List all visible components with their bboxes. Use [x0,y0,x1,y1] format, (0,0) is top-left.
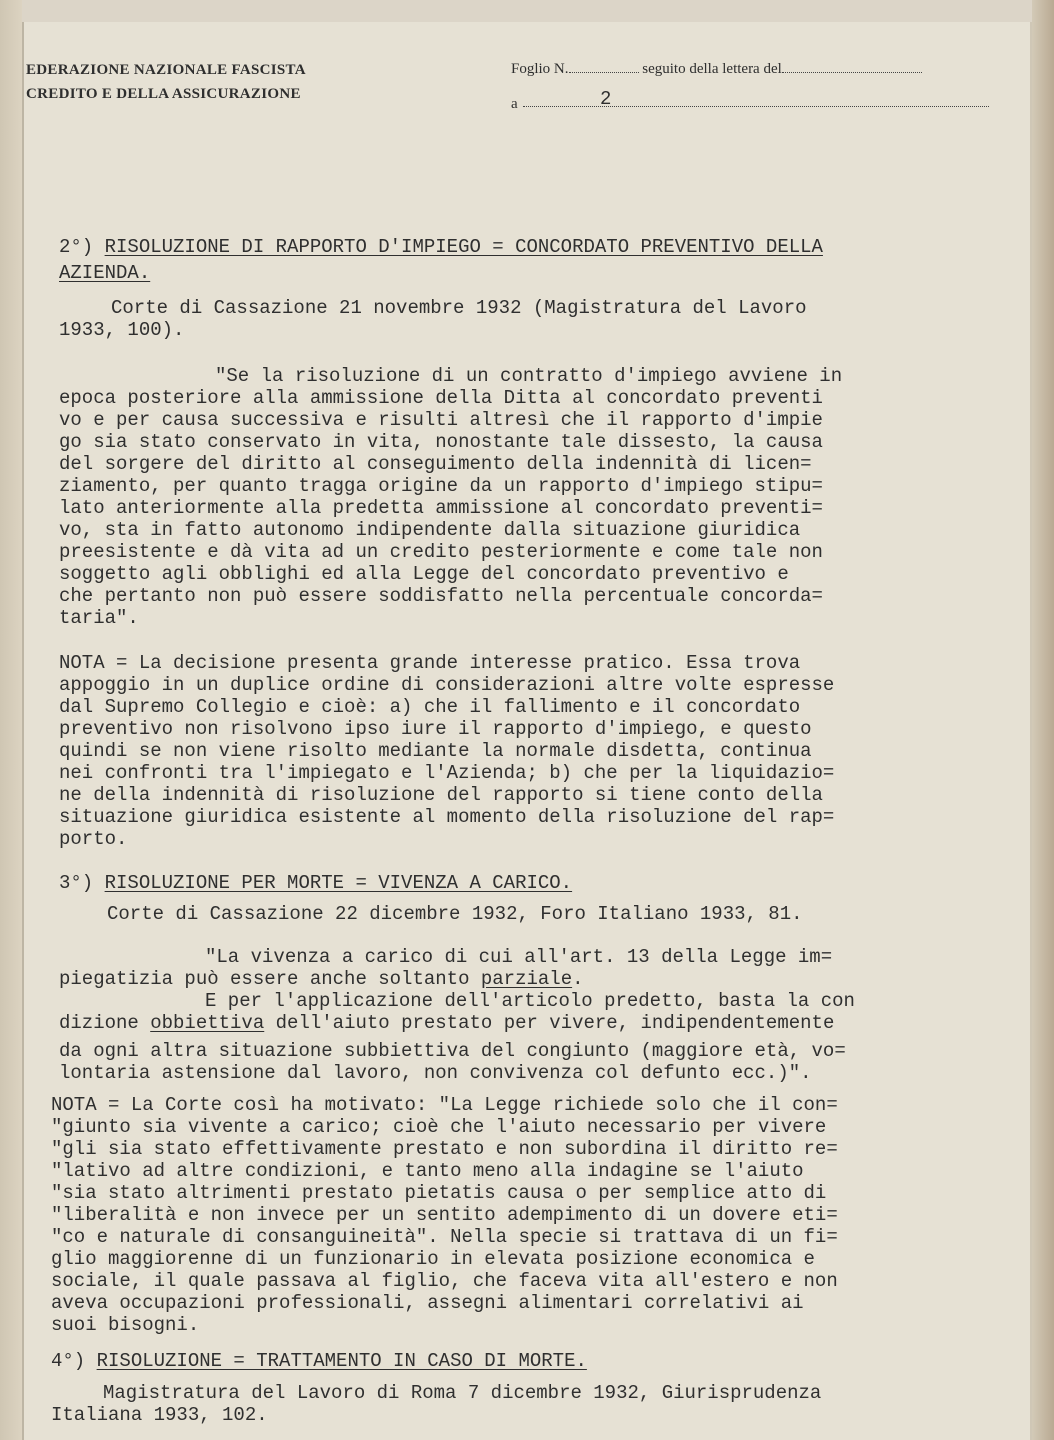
letterhead-line-1: EDERAZIONE NAZIONALE FASCISTA [26,62,306,78]
quote-text: dizione [59,1012,151,1034]
section-3-nota-line: "co e naturale di consanguineità". Nella specie si trattava di un fi= [51,1226,838,1248]
section-3-nota-line: sociale, il quale passava al figlio, che faceva vita all'estero e non [51,1270,838,1292]
section-2-nota-line: appoggio in un duplice ordine di considerazioni altre volte espresse [59,674,835,696]
section-3-quote-line: "La vivenza a carico di cui all'art. 13 della Legge im= [205,946,833,968]
quote-text: dell'aiuto prestato per vivere, indipendentemente [264,1012,835,1034]
section-3-quote-line [59,968,584,990]
section-2-nota-line: NOTA = La decisione presenta grande interesse pratico. Essa trova [59,652,801,674]
section-3-nota-line: "lativo ad altre condizioni, e tanto meno alla indagine se l'aiuto [51,1160,804,1182]
section-3-nota-line: "giunto sia vivente a carico; cioè che l'aiuto necessario per vivere [51,1116,827,1138]
section-3-nota-line: glio maggiorenne di un funzionario in elevata posizione economica e [51,1248,815,1270]
section-2-citation-line-1: Corte di Cassazione 21 novembre 1932 (Magistratura del Lavoro [111,297,807,319]
seguito-blank [782,60,922,73]
section-2-nota-line: nei confronti tra l'impiegato e l'Azienda; b) che per la liquidazio= [59,762,835,784]
section-3-nota-line: aveva occupazioni professionali, assegni alimentari correlativi ai [51,1292,804,1314]
section-2-quote-line: go sia stato conservato in vita, nonostante tale dissesto, la causa [59,431,823,453]
section-3-nota-line: NOTA = La Corte così ha motivato: "La Legge richiede solo che il con= [51,1094,838,1116]
underlined-word-obbiettiva: obbiettiva [150,1012,265,1034]
section-2-nota-line: ne della indennità di risoluzione del rapporto si tiene conto della [59,784,823,806]
page-number: 2 [600,88,612,110]
section-2-nota-line: quindi se non viene risolto mediante la normale disdetta, continua [59,740,812,762]
section-2-quote-line: epoca posteriore alla ammissione della Ditta al concordato preventi [59,387,823,409]
letterhead-line-2: CREDITO E DELLA ASSICURAZIONE [26,86,301,102]
section-2-title-line-2: AZIENDA. [59,262,151,284]
section-4-citation-line-2: Italiana 1933, 102. [51,1404,268,1426]
section-2-quote-line: del sorgere del diritto al conseguimento della indennità di licen= [59,453,812,475]
underlined-word-parziale: parziale [480,968,573,990]
section-3-quote-line [59,1012,834,1034]
section-2-quote-line: "Se la risoluzione di un contratto d'impiego avviene in [215,365,843,387]
section-2-title-line-1: RISOLUZIONE DI RAPPORTO D'IMPIEGO = CONCORDATO PREVENTIVO DELLA [104,236,823,258]
quote-text: predetto, basta la con [592,990,855,1012]
seguito-label: seguito della lettera del [642,61,782,77]
section-2-quote-line: vo, sta in fatto autonomo indipendente dalla situazione giuridica [59,519,801,541]
addressee-field [511,88,989,116]
section-2-nota-line: porto. [59,828,128,850]
section-2-title-line-2-row [59,262,150,284]
letterhead [26,58,306,106]
quote-text: E per l'applicazione dell' [205,990,502,1012]
section-2-quote-line: che pertanto non può essere soddisfatto nella percentuale concorda= [59,585,823,607]
addressee-blank [523,106,989,107]
section-4-title: RISOLUZIONE = TRATTAMENTO IN CASO DI MORTE. [96,1350,587,1372]
section-4-heading [51,1350,587,1372]
section-3-nota-line: "liberalità e non invece per un sentito adempimento di un dovere eti= [51,1204,838,1226]
section-2-heading [59,236,823,258]
section-4-number: 4°) [51,1350,97,1372]
foglio-blank [569,60,639,73]
page-edge-left [0,0,22,1440]
section-2-quote-line: taria". [59,607,139,629]
section-2-nota-line: preventivo non risolvono ipso iure il rapporto d'impiego, e questo [59,718,812,740]
foglio-label: Foglio N. [511,61,569,77]
addressee-label: a [511,96,518,112]
section-2-quote-line: vo e per causa successiva e risulti altresì che il rapporto d'impie [59,409,823,431]
section-2-quote-line: soggetto agli obblighi ed alla Legge del concordato preventivo e [59,563,789,585]
section-3-number: 3°) [59,872,105,894]
section-3-title: RISOLUZIONE PER MORTE = VIVENZA A CARICO. [104,872,573,894]
section-4-citation-line-1: Magistratura del Lavoro di Roma 7 dicembre 1932, Giurisprudenza [103,1382,822,1404]
section-3-nota-line: "sia stato altrimenti prestato pietatis causa o per semplice atto di [51,1182,827,1204]
foglio-field [511,60,991,78]
section-3-quote-line: da ogni altra situazione subbiettiva del congiunto (maggiore età, vo= [59,1040,846,1062]
quote-text: piegatizia può essere anche soltanto [59,968,481,990]
section-3-nota-line: suoi bisogni. [51,1314,200,1336]
section-2-nota-line: situazione giuridica esistente al momento della risoluzione del rap= [59,806,835,828]
section-2-quote-line: ziamento, per quanto tragga origine da un rapporto d'impiego stipu= [59,475,823,497]
page-edge-right [1032,0,1054,1440]
section-3-quote-line [205,990,855,1012]
quote-word-articolo: articolo [501,990,593,1012]
section-3-nota-line: "gli sia stato effettivamente prestato e non subordina il diritto re= [51,1138,838,1160]
section-3-quote-line: lontaria astensione dal lavoro, non convivenza col defunto ecc.)". [59,1062,812,1084]
section-2-quote-line: lato anteriormente alla predetta ammissione al concordato preventi= [59,497,823,519]
section-3-citation: Corte di Cassazione 22 dicembre 1932, Foro Italiano 1933, 81. [107,903,803,925]
quote-text: . [572,968,584,990]
section-2-citation-line-2: 1933, 100). [59,319,185,341]
section-3-heading [59,872,572,894]
section-2-nota-line: dal Supremo Collegio e cioè: a) che il fallimento e il concordato [59,696,801,718]
section-2-quote-line: preesistente e dà vita ad un credito pesteriormente e come tale non [59,541,823,563]
section-2-number: 2°) [59,236,105,258]
